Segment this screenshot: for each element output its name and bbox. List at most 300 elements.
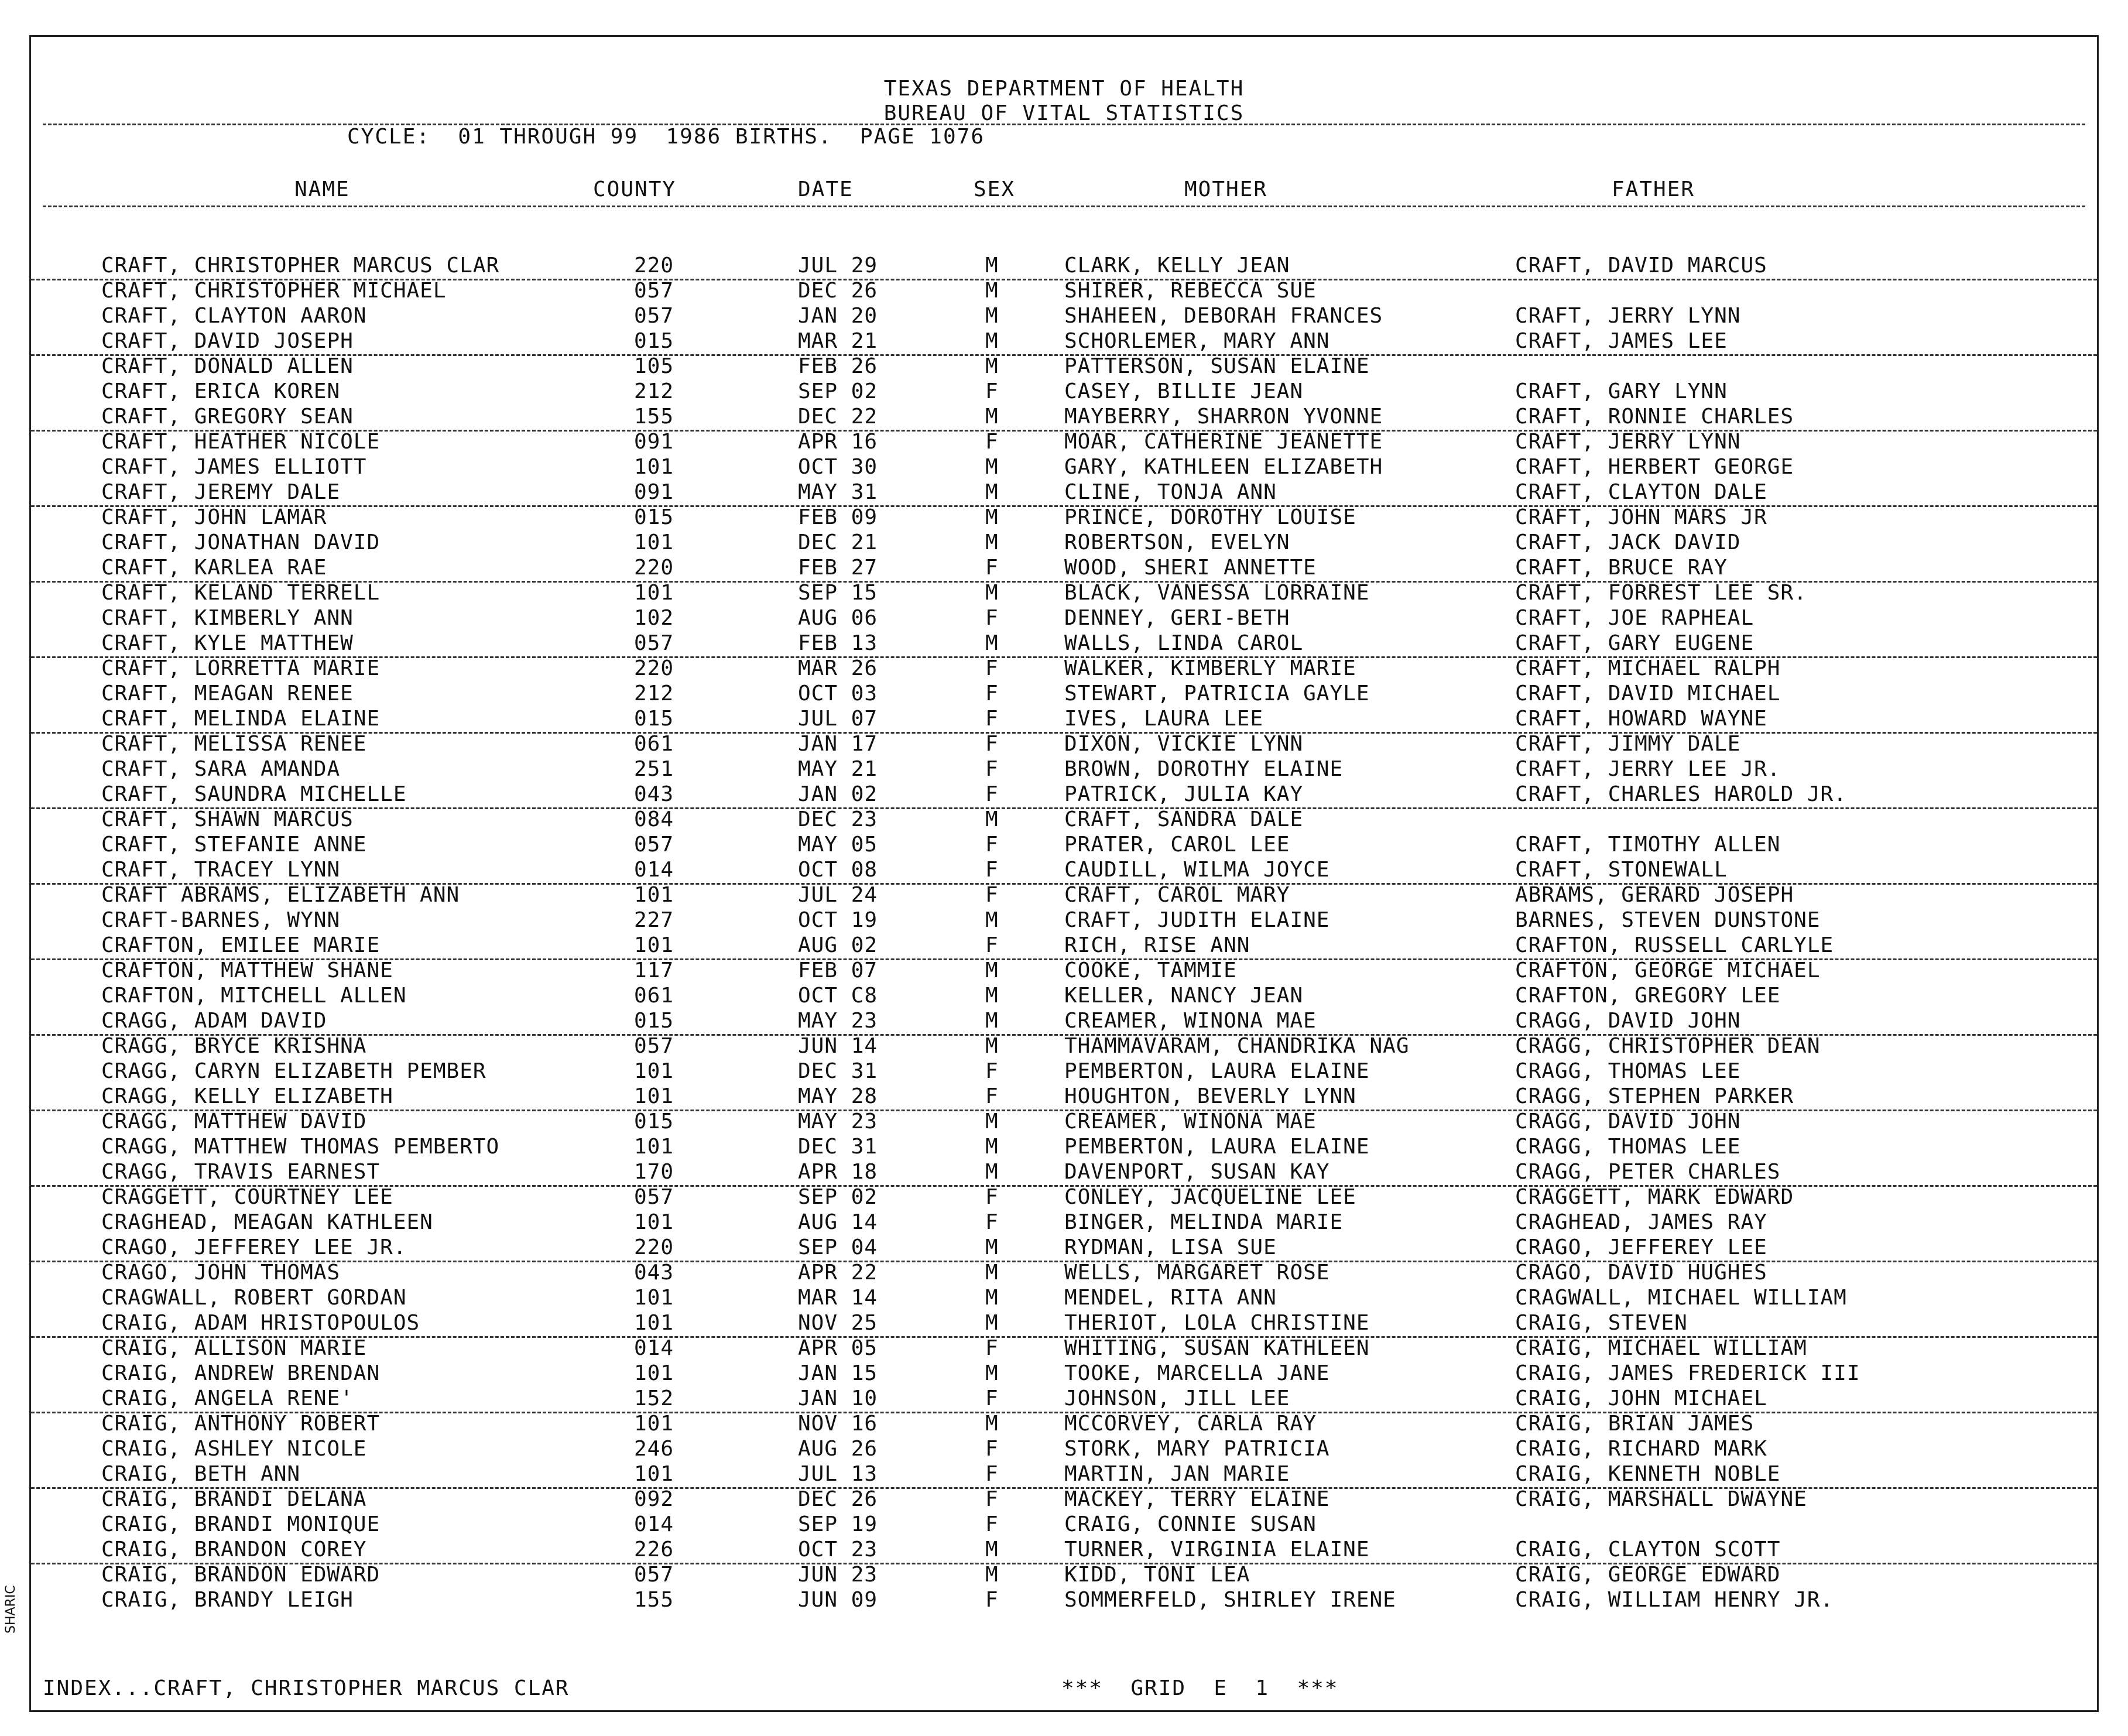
cell-sex: M — [985, 279, 999, 303]
table-row — [31, 883, 2097, 908]
cell-name: CRAGG, TRAVIS EARNEST — [101, 1160, 381, 1184]
cell-father: CRAFT, FORREST LEE SR. — [1515, 581, 1807, 605]
cell-date: FEB 26 — [798, 354, 878, 378]
column-header-sex: SEX — [974, 177, 1016, 201]
cell-mother: KIDD, TONI LEA — [1064, 1563, 1250, 1587]
cell-county: 057 — [634, 279, 674, 303]
table-row — [31, 707, 2097, 734]
cell-sex: M — [985, 455, 999, 479]
cell-sex: F — [985, 1487, 999, 1511]
cell-county: 102 — [634, 606, 674, 630]
cell-mother: CRAFT, SANDRA DALE — [1064, 807, 1304, 831]
cell-date: FEB 27 — [798, 556, 878, 580]
cell-date: JUL 13 — [798, 1462, 878, 1486]
cell-sex: F — [985, 782, 999, 806]
table-row — [31, 782, 2097, 809]
cell-county: 246 — [634, 1437, 674, 1461]
cell-county: 212 — [634, 682, 674, 706]
table-row — [31, 1110, 2097, 1135]
cell-father: CRAFT, HERBERT GEORGE — [1515, 455, 1794, 479]
cell-sex: M — [985, 1009, 999, 1033]
table-row — [31, 1135, 2097, 1160]
cell-county: 084 — [634, 807, 674, 831]
cell-mother: PRATER, CAROL LEE — [1064, 833, 1290, 857]
cell-father: CRAFT, CHARLES HAROLD JR. — [1515, 782, 1847, 806]
cell-county: 043 — [634, 782, 674, 806]
cell-county: 220 — [634, 656, 674, 680]
cell-date: DEC 22 — [798, 405, 878, 429]
cell-sex: F — [985, 682, 999, 706]
cell-name: CRAGG, MATTHEW THOMAS PEMBERTO — [101, 1135, 500, 1159]
cell-county: 057 — [634, 304, 674, 328]
table-row — [31, 757, 2097, 782]
cell-mother: BROWN, DOROTHY ELAINE — [1064, 757, 1344, 781]
cell-name: CRAIG, BRANDI DELANA — [101, 1487, 367, 1511]
cell-county: 117 — [634, 958, 674, 982]
cell-date: OCT 30 — [798, 455, 878, 479]
table-row — [31, 1160, 2097, 1187]
table-row — [31, 279, 2097, 304]
cell-father: CRAFT, JOHN MARS JR — [1515, 505, 1767, 529]
cell-mother: GARY, KATHLEEN ELIZABETH — [1064, 455, 1383, 479]
cell-county: 061 — [634, 732, 674, 756]
cell-name: CRAIG, BETH ANN — [101, 1462, 301, 1486]
cell-sex: F — [985, 556, 999, 580]
cell-county: 105 — [634, 354, 674, 378]
cell-sex: F — [985, 1437, 999, 1461]
cell-date: SEP 02 — [798, 379, 878, 403]
cell-sex: F — [985, 1512, 999, 1536]
cell-name: CRAGGETT, COURTNEY LEE — [101, 1185, 393, 1209]
cell-mother: SCHORLEMER, MARY ANN — [1064, 329, 1330, 353]
cell-father: CRAFT, RONNIE CHARLES — [1515, 405, 1794, 429]
cell-date: DEC 31 — [798, 1059, 878, 1083]
table-row — [31, 1386, 2097, 1413]
cell-sex: M — [985, 505, 999, 529]
table-row — [31, 1462, 2097, 1489]
cell-father: CRAFTON, GREGORY LEE — [1515, 984, 1781, 1008]
cell-mother: STORK, MARY PATRICIA — [1064, 1437, 1330, 1461]
cell-county: 015 — [634, 329, 674, 353]
cell-name: CRAFT, HEATHER NICOLE — [101, 430, 381, 454]
cell-sex: M — [985, 1261, 999, 1285]
cell-date: APR 05 — [798, 1336, 878, 1360]
table-row — [31, 1311, 2097, 1338]
cell-date: NOV 16 — [798, 1412, 878, 1436]
cell-county: 170 — [634, 1160, 674, 1184]
cell-name: CRAFT, GREGORY SEAN — [101, 405, 354, 429]
cell-mother: TOOKE, MARCELLA JANE — [1064, 1361, 1330, 1385]
cell-father: CRAFT, MICHAEL RALPH — [1515, 656, 1781, 680]
cell-name: CRAIG, ANGELA RENE' — [101, 1386, 354, 1410]
cell-sex: F — [985, 656, 999, 680]
cell-date: APR 18 — [798, 1160, 878, 1184]
cell-county: 101 — [634, 1412, 674, 1436]
table-row — [31, 1059, 2097, 1084]
cell-county: 057 — [634, 833, 674, 857]
cell-county: 212 — [634, 379, 674, 403]
cell-county: 101 — [634, 1361, 674, 1385]
cell-sex: M — [985, 354, 999, 378]
cell-sex: M — [985, 1160, 999, 1184]
printout-frame — [29, 35, 2099, 1712]
cell-name: CRAFT ABRAMS, ELIZABETH ANN — [101, 883, 460, 907]
cell-sex: M — [985, 1286, 999, 1310]
cell-date: FEB 13 — [798, 631, 878, 655]
cell-name: CRAFT, STEFANIE ANNE — [101, 833, 367, 857]
cell-father: CRAIG, BRIAN JAMES — [1515, 1412, 1755, 1436]
table-row — [31, 480, 2097, 507]
cell-father: CRAFT, DAVID MARCUS — [1515, 254, 1767, 278]
cell-county: 101 — [634, 1311, 674, 1335]
cell-county: 101 — [634, 1462, 674, 1486]
cell-sex: F — [985, 379, 999, 403]
cell-county: 101 — [634, 530, 674, 554]
cell-sex: M — [985, 304, 999, 328]
cell-date: MAR 21 — [798, 329, 878, 353]
cell-name: CRAFT-BARNES, WYNN — [101, 908, 341, 932]
cell-sex: M — [985, 1034, 999, 1058]
cell-date: JUL 29 — [798, 254, 878, 278]
cell-name: CRAFT, CLAYTON AARON — [101, 304, 367, 328]
cell-sex: M — [985, 1135, 999, 1159]
cell-name: CRAFT, SARA AMANDA — [101, 757, 341, 781]
cell-father: CRAFT, JIMMY DALE — [1515, 732, 1741, 756]
table-row — [31, 1437, 2097, 1462]
cell-date: OCT C8 — [798, 984, 878, 1008]
cell-mother: WELLS, MARGARET ROSE — [1064, 1261, 1330, 1285]
cell-date: MAY 28 — [798, 1084, 878, 1108]
cell-date: JUN 23 — [798, 1563, 878, 1587]
cell-name: CRAFTON, MITCHELL ALLEN — [101, 984, 407, 1008]
table-row — [31, 1336, 2097, 1361]
cell-sex: M — [985, 984, 999, 1008]
cell-mother: SOMMERFELD, SHIRLEY IRENE — [1064, 1588, 1396, 1612]
cell-father: CRAFT, CLAYTON DALE — [1515, 480, 1767, 504]
cell-county: 014 — [634, 858, 674, 882]
table-row — [31, 1286, 2097, 1311]
cell-county: 220 — [634, 254, 674, 278]
cell-sex: M — [985, 1311, 999, 1335]
cell-date: JUL 24 — [798, 883, 878, 907]
cell-name: CRAIG, ANTHONY ROBERT — [101, 1412, 381, 1436]
cell-mother: THERIOT, LOLA CHRISTINE — [1064, 1311, 1370, 1335]
cell-sex: F — [985, 606, 999, 630]
cell-name: CRAGO, JEFFEREY LEE JR. — [101, 1235, 407, 1259]
cell-father: CRAFT, HOWARD WAYNE — [1515, 707, 1767, 731]
cell-date: OCT 19 — [798, 908, 878, 932]
cell-name: CRAIG, BRANDON EDWARD — [101, 1563, 381, 1587]
cell-date: JAN 02 — [798, 782, 878, 806]
cell-father: CRAFT, GARY LYNN — [1515, 379, 1728, 403]
cell-father: CRAFT, JERRY LYNN — [1515, 304, 1741, 328]
table-row — [31, 1084, 2097, 1111]
cell-name: CRAFT, KARLEA RAE — [101, 556, 327, 580]
cell-sex: F — [985, 757, 999, 781]
cell-date: APR 16 — [798, 430, 878, 454]
cell-county: 057 — [634, 1563, 674, 1587]
cell-father: CRAFT, JERRY LEE JR. — [1515, 757, 1781, 781]
cell-county: 101 — [634, 933, 674, 957]
cell-mother: WHITING, SUSAN KATHLEEN — [1064, 1336, 1370, 1360]
cell-sex: M — [985, 581, 999, 605]
cell-county: 057 — [634, 631, 674, 655]
cell-mother: IVES, LAURA LEE — [1064, 707, 1264, 731]
cell-date: SEP 04 — [798, 1235, 878, 1259]
cell-sex: F — [985, 1210, 999, 1234]
table-row — [31, 430, 2097, 455]
column-header-name: NAME — [294, 177, 350, 201]
cell-sex: M — [985, 480, 999, 504]
cell-name: CRAFT, LORRETTA MARIE — [101, 656, 381, 680]
table-row — [31, 304, 2097, 329]
cell-county: 101 — [634, 1210, 674, 1234]
cell-sex: F — [985, 1185, 999, 1209]
cell-name: CRAFT, DONALD ALLEN — [101, 354, 354, 378]
cell-county: 057 — [634, 1185, 674, 1209]
cell-sex: F — [985, 1084, 999, 1108]
cell-mother: MCCORVEY, CARLA RAY — [1064, 1412, 1317, 1436]
cell-sex: F — [985, 1588, 999, 1612]
cell-name: CRAFT, ERICA KOREN — [101, 379, 341, 403]
cell-county: 220 — [634, 1235, 674, 1259]
cell-county: 015 — [634, 1110, 674, 1134]
cell-sex: M — [985, 1563, 999, 1587]
cell-mother: DENNEY, GERI-BETH — [1064, 606, 1290, 630]
cell-mother: RYDMAN, LISA SUE — [1064, 1235, 1277, 1259]
cell-sex: F — [985, 732, 999, 756]
cell-mother: BINGER, MELINDA MARIE — [1064, 1210, 1344, 1234]
cell-mother: CREAMER, WINONA MAE — [1064, 1110, 1317, 1134]
cell-county: 014 — [634, 1512, 674, 1536]
table-row — [31, 1361, 2097, 1386]
cell-name: CRAIG, ASHLEY NICOLE — [101, 1437, 367, 1461]
cell-father: CRAFT, JERRY LYNN — [1515, 430, 1741, 454]
cell-mother: MENDEL, RITA ANN — [1064, 1286, 1277, 1310]
cell-name: CRAFT, JOHN LAMAR — [101, 505, 327, 529]
cell-name: CRAFT, JAMES ELLIOTT — [101, 455, 367, 479]
table-row — [31, 1034, 2097, 1059]
cell-date: JAN 15 — [798, 1361, 878, 1385]
table-row — [31, 1009, 2097, 1036]
cell-father: CRAFT, JACK DAVID — [1515, 530, 1741, 554]
cell-date: JAN 17 — [798, 732, 878, 756]
cell-sex: F — [985, 858, 999, 882]
table-row — [31, 1412, 2097, 1437]
table-row — [31, 1487, 2097, 1512]
cell-father: CRAIG, JOHN MICHAEL — [1515, 1386, 1767, 1410]
cell-father: CRAIG, KENNETH NOBLE — [1515, 1462, 1781, 1486]
cell-father: CRAIG, WILLIAM HENRY JR. — [1515, 1588, 1834, 1612]
cell-father: CRAGG, CHRISTOPHER DEAN — [1515, 1034, 1821, 1058]
cell-name: CRAIG, ANDREW BRENDAN — [101, 1361, 381, 1385]
cell-county: 101 — [634, 1059, 674, 1083]
cell-county: 092 — [634, 1487, 674, 1511]
cell-county: 043 — [634, 1261, 674, 1285]
cell-name: CRAFT, SHAWN MARCUS — [101, 807, 354, 831]
cell-mother: DAVENPORT, SUSAN KAY — [1064, 1160, 1330, 1184]
cell-sex: M — [985, 1110, 999, 1134]
cell-sex: M — [985, 1235, 999, 1259]
cell-name: CRAGHEAD, MEAGAN KATHLEEN — [101, 1210, 433, 1234]
table-row — [31, 933, 2097, 960]
cell-father: CRAFT, STONEWALL — [1515, 858, 1728, 882]
cell-father: CRAGG, DAVID JOHN — [1515, 1110, 1741, 1134]
table-row — [31, 254, 2097, 280]
cell-father: CRAGG, THOMAS LEE — [1515, 1135, 1741, 1159]
cell-name: CRAFT, JONATHAN DAVID — [101, 530, 381, 554]
cell-date: DEC 21 — [798, 530, 878, 554]
cell-mother: SHIRER, REBECCA SUE — [1064, 279, 1317, 303]
cycle-line: CYCLE: 01 THROUGH 99 1986 BIRTHS. PAGE 1076 — [347, 125, 985, 149]
cell-mother: CLARK, KELLY JEAN — [1064, 254, 1290, 278]
cell-date: NOV 25 — [798, 1311, 878, 1335]
table-row — [31, 530, 2097, 556]
footer-index: INDEX...CRAFT, CHRISTOPHER MARCUS CLAR — [43, 1676, 570, 1700]
cell-sex: M — [985, 631, 999, 655]
cell-date: APR 22 — [798, 1261, 878, 1285]
cell-date: MAR 14 — [798, 1286, 878, 1310]
cell-county: 155 — [634, 405, 674, 429]
cell-name: CRAGG, KELLY ELIZABETH — [101, 1084, 393, 1108]
table-row — [31, 379, 2097, 405]
cell-name: CRAIG, BRANDI MONIQUE — [101, 1512, 381, 1536]
table-row — [31, 581, 2097, 606]
cell-county: 101 — [634, 883, 674, 907]
cell-date: MAR 26 — [798, 656, 878, 680]
cell-sex: M — [985, 405, 999, 429]
cell-mother: THAMMAVARAM, CHANDRIKA NAG — [1064, 1034, 1410, 1058]
cell-father: BARNES, STEVEN DUNSTONE — [1515, 908, 1821, 932]
header-line-2: BUREAU OF VITAL STATISTICS — [883, 101, 1245, 125]
cell-father: CRAGO, DAVID HUGHES — [1515, 1261, 1767, 1285]
cell-sex: M — [985, 1412, 999, 1436]
cell-sex: M — [985, 807, 999, 831]
table-row — [31, 1588, 2097, 1613]
cell-name: CRAFTON, MATTHEW SHANE — [101, 958, 393, 982]
table-row — [31, 656, 2097, 682]
cell-county: 101 — [634, 581, 674, 605]
table-row — [31, 631, 2097, 658]
cell-sex: F — [985, 1386, 999, 1410]
cell-name: CRAIG, ADAM HRISTOPOULOS — [101, 1311, 420, 1335]
table-row — [31, 1261, 2097, 1286]
cell-date: DEC 31 — [798, 1135, 878, 1159]
cell-mother: CASEY, BILLIE JEAN — [1064, 379, 1304, 403]
cell-county: 152 — [634, 1386, 674, 1410]
cell-father: CRAIG, RICHARD MARK — [1515, 1437, 1767, 1461]
cell-name: CRAFT, DAVID JOSEPH — [101, 329, 354, 353]
table-row — [31, 1185, 2097, 1210]
cell-date: JUN 14 — [798, 1034, 878, 1058]
cell-mother: CRAFT, CAROL MARY — [1064, 883, 1290, 907]
table-row — [31, 958, 2097, 984]
cell-mother: CONLEY, JACQUELINE LEE — [1064, 1185, 1356, 1209]
cell-mother: PEMBERTON, LAURA ELAINE — [1064, 1135, 1370, 1159]
cell-county: 101 — [634, 455, 674, 479]
cell-father: CRAGHEAD, JAMES RAY — [1515, 1210, 1767, 1234]
cell-name: CRAFT, CHRISTOPHER MARCUS CLAR — [101, 254, 500, 278]
table-row — [31, 1512, 2097, 1538]
cell-father: CRAFT, GARY EUGENE — [1515, 631, 1755, 655]
cell-name: CRAIG, BRANDY LEIGH — [101, 1588, 354, 1612]
cell-father: CRAGG, PETER CHARLES — [1515, 1160, 1781, 1184]
cell-date: AUG 14 — [798, 1210, 878, 1234]
cell-mother: CRAFT, JUDITH ELAINE — [1064, 908, 1330, 932]
cell-father: CRAGGETT, MARK EDWARD — [1515, 1185, 1794, 1209]
cell-mother: SHAHEEN, DEBORAH FRANCES — [1064, 304, 1383, 328]
side-label: SHARIC — [4, 1585, 18, 1634]
table-row — [31, 505, 2097, 530]
cell-mother: MACKEY, TERRY ELAINE — [1064, 1487, 1330, 1511]
cell-county: 057 — [634, 1034, 674, 1058]
cell-name: CRAGO, JOHN THOMAS — [101, 1261, 341, 1285]
cell-name: CRAFTON, EMILEE MARIE — [101, 933, 381, 957]
cell-name: CRAFT, MELISSA RENEE — [101, 732, 367, 756]
cell-name: CRAIG, BRANDON COREY — [101, 1538, 367, 1562]
cell-father: CRAGO, JEFFEREY LEE — [1515, 1235, 1767, 1259]
cell-father: CRAFT, BRUCE RAY — [1515, 556, 1728, 580]
cell-date: DEC 23 — [798, 807, 878, 831]
cell-name: CRAFT, KYLE MATTHEW — [101, 631, 354, 655]
table-row — [31, 732, 2097, 757]
cell-date: MAY 05 — [798, 833, 878, 857]
cell-mother: JOHNSON, JILL LEE — [1064, 1386, 1290, 1410]
cell-name: CRAFT, SAUNDRA MICHELLE — [101, 782, 407, 806]
cell-father: ABRAMS, GERARD JOSEPH — [1515, 883, 1794, 907]
cell-father: CRAFT, JOE RAPHEAL — [1515, 606, 1755, 630]
cell-father: CRAGG, STEPHEN PARKER — [1515, 1084, 1794, 1108]
table-row — [31, 1210, 2097, 1235]
cell-date: SEP 02 — [798, 1185, 878, 1209]
table-row — [31, 1235, 2097, 1262]
cell-date: JUL 07 — [798, 707, 878, 731]
cell-date: OCT 08 — [798, 858, 878, 882]
cell-mother: MARTIN, JAN MARIE — [1064, 1462, 1290, 1486]
cell-sex: M — [985, 1361, 999, 1385]
cell-mother: KELLER, NANCY JEAN — [1064, 984, 1304, 1008]
cell-mother: PATTERSON, SUSAN ELAINE — [1064, 354, 1370, 378]
table-row — [31, 908, 2097, 933]
cell-father: CRAGG, DAVID JOHN — [1515, 1009, 1741, 1033]
cell-date: FEB 07 — [798, 958, 878, 982]
cell-father: CRAIG, STEVEN — [1515, 1311, 1688, 1335]
cell-date: MAY 23 — [798, 1009, 878, 1033]
cell-mother: CRAIG, CONNIE SUSAN — [1064, 1512, 1317, 1536]
cell-county: 101 — [634, 1084, 674, 1108]
column-header-county: COUNTY — [593, 177, 677, 201]
cell-father: CRAFT, TIMOTHY ALLEN — [1515, 833, 1781, 857]
cell-county: 015 — [634, 505, 674, 529]
cell-father: CRAIG, MARSHALL DWAYNE — [1515, 1487, 1807, 1511]
cell-date: MAY 31 — [798, 480, 878, 504]
cell-date: FEB 09 — [798, 505, 878, 529]
cell-county: 061 — [634, 984, 674, 1008]
table-row — [31, 858, 2097, 885]
cell-mother: WALKER, KIMBERLY MARIE — [1064, 656, 1356, 680]
cell-name: CRAFT, CHRISTOPHER MICHAEL — [101, 279, 447, 303]
cell-name: CRAGWALL, ROBERT GORDAN — [101, 1286, 407, 1310]
column-header-mother: MOTHER — [1184, 177, 1268, 201]
cell-date: AUG 26 — [798, 1437, 878, 1461]
cell-name: CRAFT, KELAND TERRELL — [101, 581, 381, 605]
cell-date: OCT 23 — [798, 1538, 878, 1562]
cell-name: CRAIG, ALLISON MARIE — [101, 1336, 367, 1360]
cell-name: CRAGG, CARYN ELIZABETH PEMBER — [101, 1059, 486, 1083]
divider — [43, 206, 2085, 207]
cell-mother: TURNER, VIRGINIA ELAINE — [1064, 1538, 1370, 1562]
cell-father: CRAIG, MICHAEL WILLIAM — [1515, 1336, 1807, 1360]
